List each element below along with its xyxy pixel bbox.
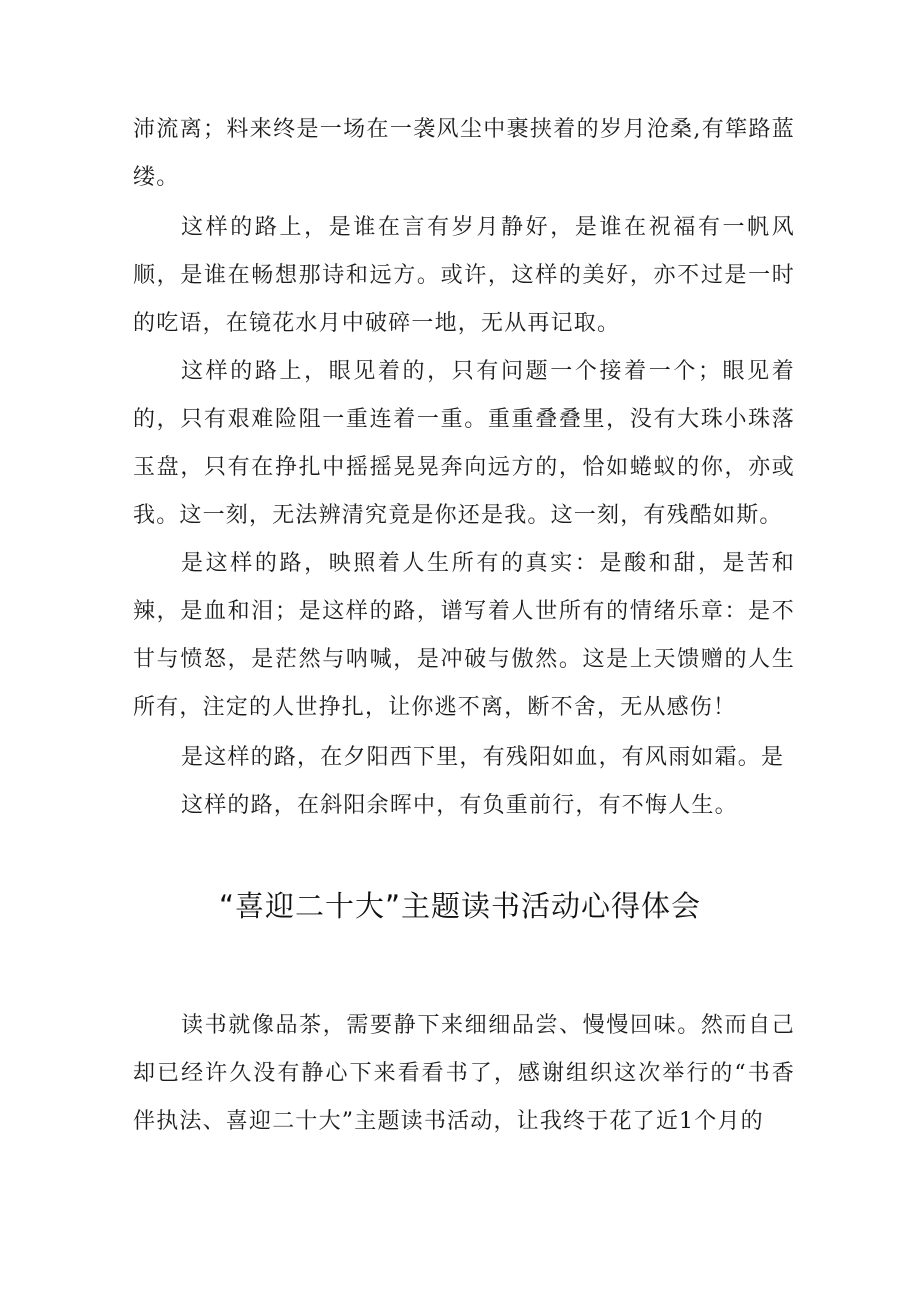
paragraph-sunset-line-1: 是这样的路，在夕阳西下里，有残阳如血，有风雨如霜。是 — [181, 745, 785, 770]
paragraph-road-hardships: 这样的路上，眼见着的，只有问题一个接着一个；眼见着的，只有艰难险阻一重连着一重。重重叠叠里，没有大珠小珠落玉盘，只有在挣扎中摇摇晃晃奔向远方的，恰如蜷蚁的你，亦或我。这一刻，无法辨清究竟是你还是我。这一刻，有残酷如斯。 — [133, 359, 795, 528]
paragraph-continued: 沛流离；料来终是一场在一袭风尘中裹挟着的岁月沧桑,有筚路蓝缕。 — [133, 117, 795, 190]
paragraph-sunset-line-2: 这样的路，在斜阳余晖中，有负重前行，有不悔人生。 — [181, 793, 738, 818]
paragraph-reading-intro: 读书就像品茶，需要静下来细细品尝、慢慢回味。然而自己却已经许久没有静心下来看看书了，感谢组织这次举行的“书香伴执法、喜迎二十大”主题读书活动，让我终于花了近1个月的 — [133, 1013, 795, 1134]
paragraph-road-truth: 是这样的路，映照着人生所有的真实：是酸和甜，是苦和辣，是血和泪；是这样的路，谱写着人世所有的情绪乐章：是不甘与愤怒，是茫然与呐喊，是冲破与傲然。这是上天馈赠的人生所有，注定的人世挣扎，让你逃不离，断不舍，无从感伤！ — [133, 551, 795, 720]
paragraph-road-wishes: 这样的路上，是谁在言有岁月静好，是谁在祝福有一帆风顺，是谁在畅想那诗和远方。或许，这样的美好，亦不过是一时的吃语，在镜花水月中破碎一地，无从再记取。 — [133, 215, 795, 336]
section-title: “喜迎二十大”主题读书活动心得体会 — [218, 889, 702, 923]
